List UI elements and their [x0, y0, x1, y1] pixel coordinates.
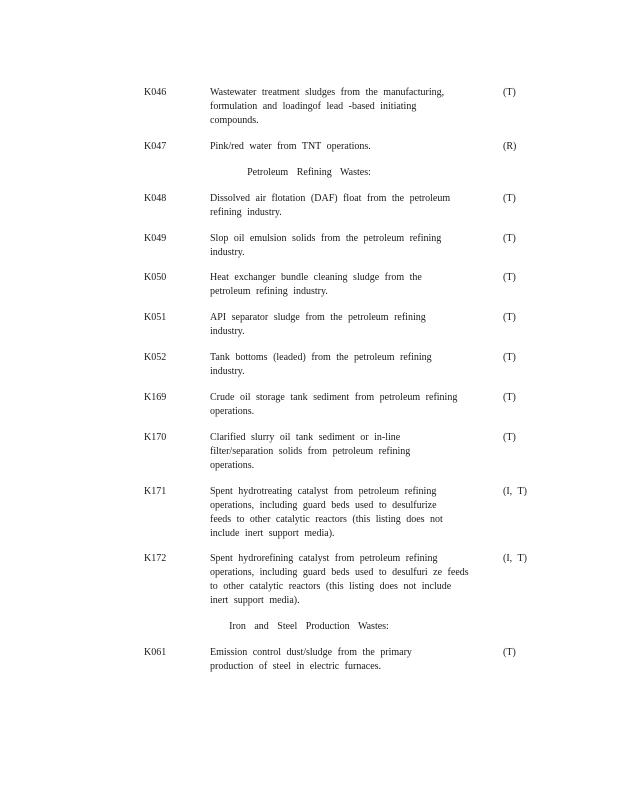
- description-line: include inert support media).: [210, 528, 335, 539]
- hazard-code: (T): [503, 87, 516, 98]
- description-line: Tank bottoms (leaded) from the petroleum refining: [210, 352, 432, 363]
- waste-code: K169: [144, 392, 167, 403]
- hazard-code: (T): [503, 233, 516, 244]
- description-line: Clarified slurry oil tank sediment or in-line: [210, 432, 401, 443]
- waste-description: [210, 86, 486, 128]
- description-line: industry.: [210, 326, 245, 337]
- hazard-code: (T): [503, 392, 516, 403]
- description-line: filter/separation solids from petroleum refining: [210, 446, 411, 457]
- description-line: to other catalytic reactors (this listing does not include: [210, 581, 452, 592]
- waste-description: [210, 192, 486, 220]
- description-line: feeds to other catalytic reactors (this listing does not: [210, 514, 443, 525]
- waste-code: K050: [144, 272, 167, 283]
- description-line: Dissolved air flotation (DAF) float from the petroleum: [210, 193, 451, 204]
- waste-code: K061: [144, 647, 167, 658]
- description-line: operations, including guard beds used to desulfurize: [210, 500, 437, 511]
- waste-description: [210, 351, 486, 379]
- description-line: compounds.: [210, 115, 259, 126]
- description-line: formulation and loadingof lead -based initiating: [210, 101, 417, 112]
- waste-code: K171: [144, 486, 167, 497]
- section-heading-petroleum: [0, 166, 618, 180]
- hazard-code: (I, T): [503, 553, 527, 564]
- description-line: Spent hydrorefining catalyst from petroleum refining: [210, 553, 438, 564]
- waste-code: K051: [144, 312, 167, 323]
- hazard-code: (T): [503, 352, 516, 363]
- description-line: operations.: [210, 460, 255, 471]
- waste-description: [210, 311, 486, 339]
- description-line: industry.: [210, 247, 245, 258]
- description-line: operations, including guard beds used to desulfuri ze feeds: [210, 567, 469, 578]
- hazard-code: (R): [503, 141, 517, 152]
- waste-description: [210, 646, 486, 674]
- hazard-code: (T): [503, 193, 516, 204]
- waste-code: K046: [144, 87, 167, 98]
- description-line: Wastewater treatment sludges from the manufacturing,: [210, 87, 445, 98]
- section-heading-iron-steel: [0, 620, 618, 634]
- description-line: Emission control dust/sludge from the primary: [210, 647, 412, 658]
- description-line: production of steel in electric furnaces.: [210, 661, 382, 672]
- description-line: Spent hydrotreating catalyst from petroleum refining: [210, 486, 437, 497]
- description-line: operations.: [210, 406, 255, 417]
- hazard-code: (T): [503, 272, 516, 283]
- hazard-code: (T): [503, 432, 516, 443]
- waste-code: K048: [144, 193, 167, 204]
- section-heading-text: Petroleum Refining Wastes:: [247, 167, 371, 178]
- description-line: inert support media).: [210, 595, 300, 606]
- waste-description: [210, 552, 486, 608]
- waste-description: [210, 140, 486, 154]
- description-line: API separator sludge from the petroleum refining: [210, 312, 426, 323]
- waste-code: K049: [144, 233, 167, 244]
- description-line: Heat exchanger bundle cleaning sludge from the: [210, 272, 422, 283]
- waste-code: K172: [144, 553, 167, 564]
- section-heading-text: Iron and Steel Production Wastes:: [229, 621, 389, 632]
- hazard-code: (T): [503, 312, 516, 323]
- description-line: Pink/red water from TNT operations.: [210, 141, 371, 152]
- hazard-code: (T): [503, 647, 516, 658]
- description-line: Crude oil storage tank sediment from petroleum refining: [210, 392, 458, 403]
- hazard-code: (I, T): [503, 486, 527, 497]
- waste-description: [210, 271, 486, 299]
- waste-code: K170: [144, 432, 167, 443]
- description-line: industry.: [210, 366, 245, 377]
- waste-code: K052: [144, 352, 167, 363]
- description-line: Slop oil emulsion solids from the petroleum refining: [210, 233, 442, 244]
- description-line: petroleum refining industry.: [210, 286, 328, 297]
- waste-description: [210, 431, 486, 473]
- waste-code: K047: [144, 141, 167, 152]
- waste-description: [210, 391, 486, 419]
- waste-description: [210, 232, 486, 260]
- waste-description: [210, 485, 486, 541]
- description-line: refining industry.: [210, 207, 282, 218]
